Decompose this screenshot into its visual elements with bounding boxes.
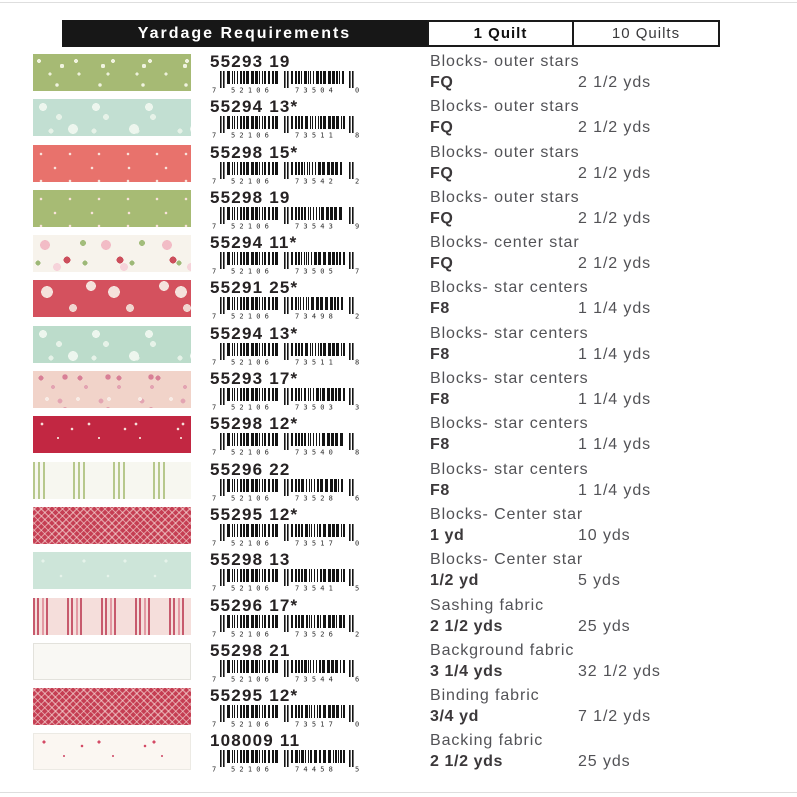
fabric-use-label: Background fabric: [430, 641, 575, 659]
quantity-line: [430, 301, 773, 317]
svg-text:52106: 52106: [231, 675, 274, 682]
description-block: [410, 688, 773, 727]
description-block: [410, 54, 773, 93]
svg-text:2: 2: [355, 312, 360, 320]
svg-text:52106: 52106: [231, 448, 274, 456]
sku-label: 55298 21: [210, 640, 291, 660]
sku-block: [210, 54, 410, 93]
fabric-row: [33, 54, 773, 91]
description-block: [410, 99, 773, 138]
svg-text:2: 2: [355, 630, 360, 637]
column-header-ten-quilts: 10 Quilts: [572, 20, 720, 47]
barcode: [210, 479, 362, 501]
fabric-use-label: Blocks- outer stars: [430, 188, 580, 206]
svg-text:5: 5: [355, 584, 360, 592]
barcode: [210, 388, 362, 410]
barcode: [210, 162, 362, 184]
sku-block: [210, 688, 410, 727]
sku-label: 55296 22: [210, 459, 291, 479]
svg-text:7: 7: [212, 448, 217, 456]
svg-text:52106: 52106: [231, 720, 274, 728]
sku-block: [210, 187, 410, 229]
one-quilt-amount: F8: [430, 300, 450, 318]
description-block: [410, 552, 773, 591]
svg-text:73511: 73511: [295, 131, 338, 139]
ten-quilts-amount: 2 1/2 yds: [578, 119, 652, 137]
svg-text:2: 2: [355, 177, 360, 184]
fabric-use-label: Blocks- outer stars: [430, 143, 580, 161]
fabric-row: [33, 278, 773, 320]
ten-quilts-amount: 2 1/2 yds: [578, 74, 652, 91]
quantity-line: [430, 754, 773, 770]
fabric-use-label: Blocks- outer stars: [430, 98, 580, 116]
svg-text:52106: 52106: [231, 539, 274, 546]
svg-text:8: 8: [355, 448, 360, 456]
fabric-row: [33, 550, 773, 592]
svg-text:7: 7: [212, 131, 217, 139]
sku-block: [210, 595, 410, 637]
svg-text:73517: 73517: [295, 539, 338, 546]
sku-label: 55298 13: [210, 550, 291, 570]
barcode: [210, 207, 362, 229]
svg-text:52106: 52106: [231, 131, 274, 139]
svg-text:5: 5: [355, 765, 360, 773]
barcode: [210, 71, 362, 93]
barcode: [210, 750, 362, 772]
ten-quilts-amount: 2 1/2 yds: [578, 255, 652, 273]
fabric-swatch: [33, 507, 191, 544]
sku-label: 55294 13*: [210, 323, 299, 343]
fabric-row: [33, 504, 773, 546]
svg-text:73528: 73528: [295, 494, 338, 501]
table-header: [62, 20, 720, 47]
ten-quilts-amount: 1 1/4 yds: [578, 436, 652, 454]
svg-text:0: 0: [355, 720, 360, 728]
sku-label: 55293 19: [210, 52, 291, 71]
svg-text:52106: 52106: [231, 358, 274, 365]
one-quilt-amount: F8: [430, 391, 450, 409]
quantity-line: [430, 347, 773, 363]
fabric-row: [33, 233, 773, 275]
svg-text:73543: 73543: [295, 222, 338, 229]
fabric-swatch: [33, 416, 191, 453]
sku-block: [210, 504, 410, 546]
sku-label: 55296 17*: [210, 595, 299, 615]
ten-quilts-amount: 32 1/2 yds: [578, 662, 661, 680]
page-top-rule: [0, 2, 797, 3]
svg-text:3: 3: [355, 403, 360, 411]
svg-text:73541: 73541: [295, 584, 338, 592]
fabric-use-label: Blocks- outer stars: [430, 53, 580, 70]
sku-label: 55298 19: [210, 187, 291, 207]
svg-text:73505: 73505: [295, 267, 338, 275]
ten-quilts-amount: 5 yds: [578, 572, 621, 590]
ten-quilts-amount: 25 yds: [578, 617, 631, 635]
svg-text:52106: 52106: [231, 267, 274, 275]
one-quilt-amount: FQ: [430, 119, 454, 137]
description-block: [410, 371, 773, 410]
quantity-line: [430, 619, 773, 635]
fabric-use-label: Blocks- Center star: [430, 551, 584, 569]
fabric-row: [33, 323, 773, 365]
description-block: [410, 733, 773, 772]
sku-block: [210, 99, 410, 138]
svg-text:7: 7: [212, 403, 217, 411]
fabric-row: [33, 459, 773, 501]
quantity-line: [430, 709, 773, 725]
fabric-swatch: [33, 326, 191, 363]
fabric-swatch: [33, 190, 191, 227]
fabric-row: [33, 595, 773, 637]
fabric-rows: [33, 54, 773, 779]
svg-text:7: 7: [212, 358, 217, 365]
quantity-line: [430, 120, 773, 136]
sku-block: [210, 552, 410, 591]
fabric-swatch: [33, 54, 191, 91]
one-quilt-amount: 2 1/2 yds: [430, 753, 504, 771]
quantity-line: [430, 528, 773, 544]
svg-text:52106: 52106: [231, 177, 274, 184]
svg-text:52106: 52106: [231, 222, 274, 229]
svg-text:7: 7: [212, 539, 217, 546]
fabric-swatch: [33, 688, 191, 725]
svg-text:7: 7: [212, 675, 217, 682]
one-quilt-amount: F8: [430, 481, 450, 499]
sku-block: [210, 640, 410, 682]
column-header-one-quilt: 1 Quilt: [427, 20, 574, 47]
barcode: [210, 433, 362, 455]
sku-block: [210, 280, 410, 319]
svg-text:7: 7: [212, 86, 217, 93]
svg-text:6: 6: [355, 494, 360, 501]
svg-text:73498: 73498: [295, 312, 338, 320]
one-quilt-amount: FQ: [430, 255, 454, 273]
svg-text:52106: 52106: [231, 312, 274, 320]
svg-text:7: 7: [212, 720, 217, 728]
svg-text:9: 9: [355, 222, 360, 229]
sku-label: 55298 15*: [210, 142, 299, 162]
svg-text:7: 7: [212, 177, 217, 184]
one-quilt-amount: 3/4 yd: [430, 708, 479, 726]
quantity-line: [430, 75, 773, 91]
quantity-line: [430, 483, 773, 499]
svg-text:7: 7: [212, 494, 217, 501]
svg-text:8: 8: [355, 358, 360, 365]
fabric-swatch: [33, 552, 191, 589]
svg-text:73517: 73517: [295, 720, 338, 728]
barcode: [210, 660, 362, 682]
description-block: [410, 190, 773, 229]
fabric-use-label: Sashing fabric: [430, 596, 544, 614]
quantity-line: [430, 392, 773, 408]
fabric-swatch: [33, 371, 191, 408]
svg-text:52106: 52106: [231, 584, 274, 592]
barcode: [210, 524, 362, 546]
ten-quilts-amount: 10 yds: [578, 526, 631, 544]
svg-text:0: 0: [355, 86, 360, 93]
ten-quilts-amount: 1 1/4 yds: [578, 391, 652, 409]
fabric-row: [33, 369, 773, 411]
sku-block: [210, 459, 410, 501]
fabric-use-label: Blocks- star centers: [430, 279, 589, 297]
svg-text:7: 7: [212, 765, 217, 773]
fabric-swatch: [33, 235, 191, 272]
one-quilt-amount: F8: [430, 345, 450, 363]
sku-label: 55294 13*: [210, 97, 299, 117]
quantity-line: [430, 211, 773, 227]
svg-text:74458: 74458: [295, 765, 338, 773]
fabric-swatch: [33, 280, 191, 317]
one-quilt-amount: 3 1/4 yds: [430, 662, 504, 680]
quantity-line: [430, 437, 773, 453]
one-quilt-amount: FQ: [430, 74, 454, 91]
fabric-row: [33, 731, 773, 773]
ten-quilts-amount: 25 yds: [578, 753, 631, 771]
sku-label: 55295 12*: [210, 504, 299, 524]
barcode: [210, 569, 362, 591]
ten-quilts-amount: 2 1/2 yds: [578, 164, 652, 182]
one-quilt-amount: 2 1/2 yds: [430, 617, 504, 635]
ten-quilts-amount: 7 1/2 yds: [578, 708, 652, 726]
one-quilt-amount: F8: [430, 436, 450, 454]
description-block: [410, 145, 773, 184]
svg-text:73540: 73540: [295, 448, 338, 456]
svg-text:0: 0: [355, 539, 360, 546]
one-quilt-amount: 1/2 yd: [430, 572, 479, 590]
ten-quilts-amount: 1 1/4 yds: [578, 345, 652, 363]
one-quilt-amount: 1 yd: [430, 526, 465, 544]
sku-label: 108009 11: [210, 731, 301, 751]
barcode: [210, 343, 362, 365]
sku-label: 55294 11*: [210, 233, 298, 253]
svg-text:52106: 52106: [231, 765, 274, 773]
barcode: [210, 252, 362, 274]
sku-label: 55295 12*: [210, 686, 299, 706]
svg-text:7: 7: [355, 267, 360, 275]
fabric-swatch: [33, 462, 191, 499]
quantity-line: [430, 166, 773, 182]
sku-label: 55293 17*: [210, 369, 299, 389]
description-block: [410, 280, 773, 319]
page-title: Yardage Requirements: [62, 20, 427, 47]
fabric-use-label: Backing fabric: [430, 732, 544, 750]
ten-quilts-amount: 1 1/4 yds: [578, 300, 652, 318]
sku-block: [210, 323, 410, 365]
fabric-use-label: Blocks- Center star: [430, 505, 584, 523]
description-block: [410, 326, 773, 365]
svg-text:52106: 52106: [231, 403, 274, 411]
sku-block: [210, 235, 410, 274]
barcode: [210, 116, 362, 138]
fabric-row: [33, 686, 773, 728]
description-block: [410, 416, 773, 455]
fabric-row: [33, 97, 773, 139]
fabric-row: [33, 640, 773, 682]
svg-text:7: 7: [212, 222, 217, 229]
quantity-line: [430, 256, 773, 272]
svg-text:8: 8: [355, 131, 360, 139]
one-quilt-amount: FQ: [430, 164, 454, 182]
svg-text:73544: 73544: [295, 675, 338, 682]
page-bottom-rule: [0, 792, 797, 793]
svg-text:52106: 52106: [231, 630, 274, 637]
description-block: [410, 235, 773, 274]
ten-quilts-amount: 2 1/2 yds: [578, 209, 652, 227]
svg-text:7: 7: [212, 630, 217, 637]
description-block: [410, 643, 773, 682]
svg-text:73526: 73526: [295, 630, 338, 637]
svg-text:7: 7: [212, 584, 217, 592]
one-quilt-amount: FQ: [430, 209, 454, 227]
fabric-row: [33, 414, 773, 456]
sku-block: [210, 371, 410, 410]
fabric-use-label: Binding fabric: [430, 687, 540, 705]
barcode: [210, 705, 362, 727]
fabric-swatch: [33, 145, 191, 182]
ten-quilts-amount: 1 1/4 yds: [578, 481, 652, 499]
fabric-use-label: Blocks- star centers: [430, 415, 589, 433]
fabric-use-label: Blocks- star centers: [430, 324, 589, 342]
svg-text:7: 7: [212, 267, 217, 275]
sku-block: [210, 142, 410, 184]
description-block: [410, 507, 773, 546]
barcode: [210, 615, 362, 637]
fabric-row: [33, 187, 773, 229]
sku-block: [210, 733, 410, 772]
svg-text:6: 6: [355, 675, 360, 682]
sku-label: 55298 12*: [210, 414, 299, 434]
fabric-swatch: [33, 99, 191, 136]
fabric-use-label: Blocks- star centers: [430, 460, 589, 478]
fabric-swatch: [33, 598, 191, 635]
description-block: [410, 598, 773, 637]
fabric-swatch: [33, 733, 191, 770]
svg-text:52106: 52106: [231, 494, 274, 501]
quantity-line: [430, 573, 773, 589]
quantity-line: [430, 664, 773, 680]
fabric-use-label: Blocks- star centers: [430, 370, 589, 388]
svg-text:73503: 73503: [295, 403, 338, 411]
svg-text:73511: 73511: [295, 358, 338, 365]
svg-text:52106: 52106: [231, 86, 274, 93]
barcode: [210, 297, 362, 319]
sku-block: [210, 416, 410, 455]
fabric-use-label: Blocks- center star: [430, 234, 580, 252]
sku-label: 55291 25*: [210, 278, 299, 298]
description-block: [410, 462, 773, 501]
svg-text:73504: 73504: [295, 86, 338, 93]
svg-text:7: 7: [212, 312, 217, 320]
fabric-row: [33, 142, 773, 184]
svg-text:73542: 73542: [295, 177, 338, 184]
fabric-swatch: [33, 643, 191, 680]
